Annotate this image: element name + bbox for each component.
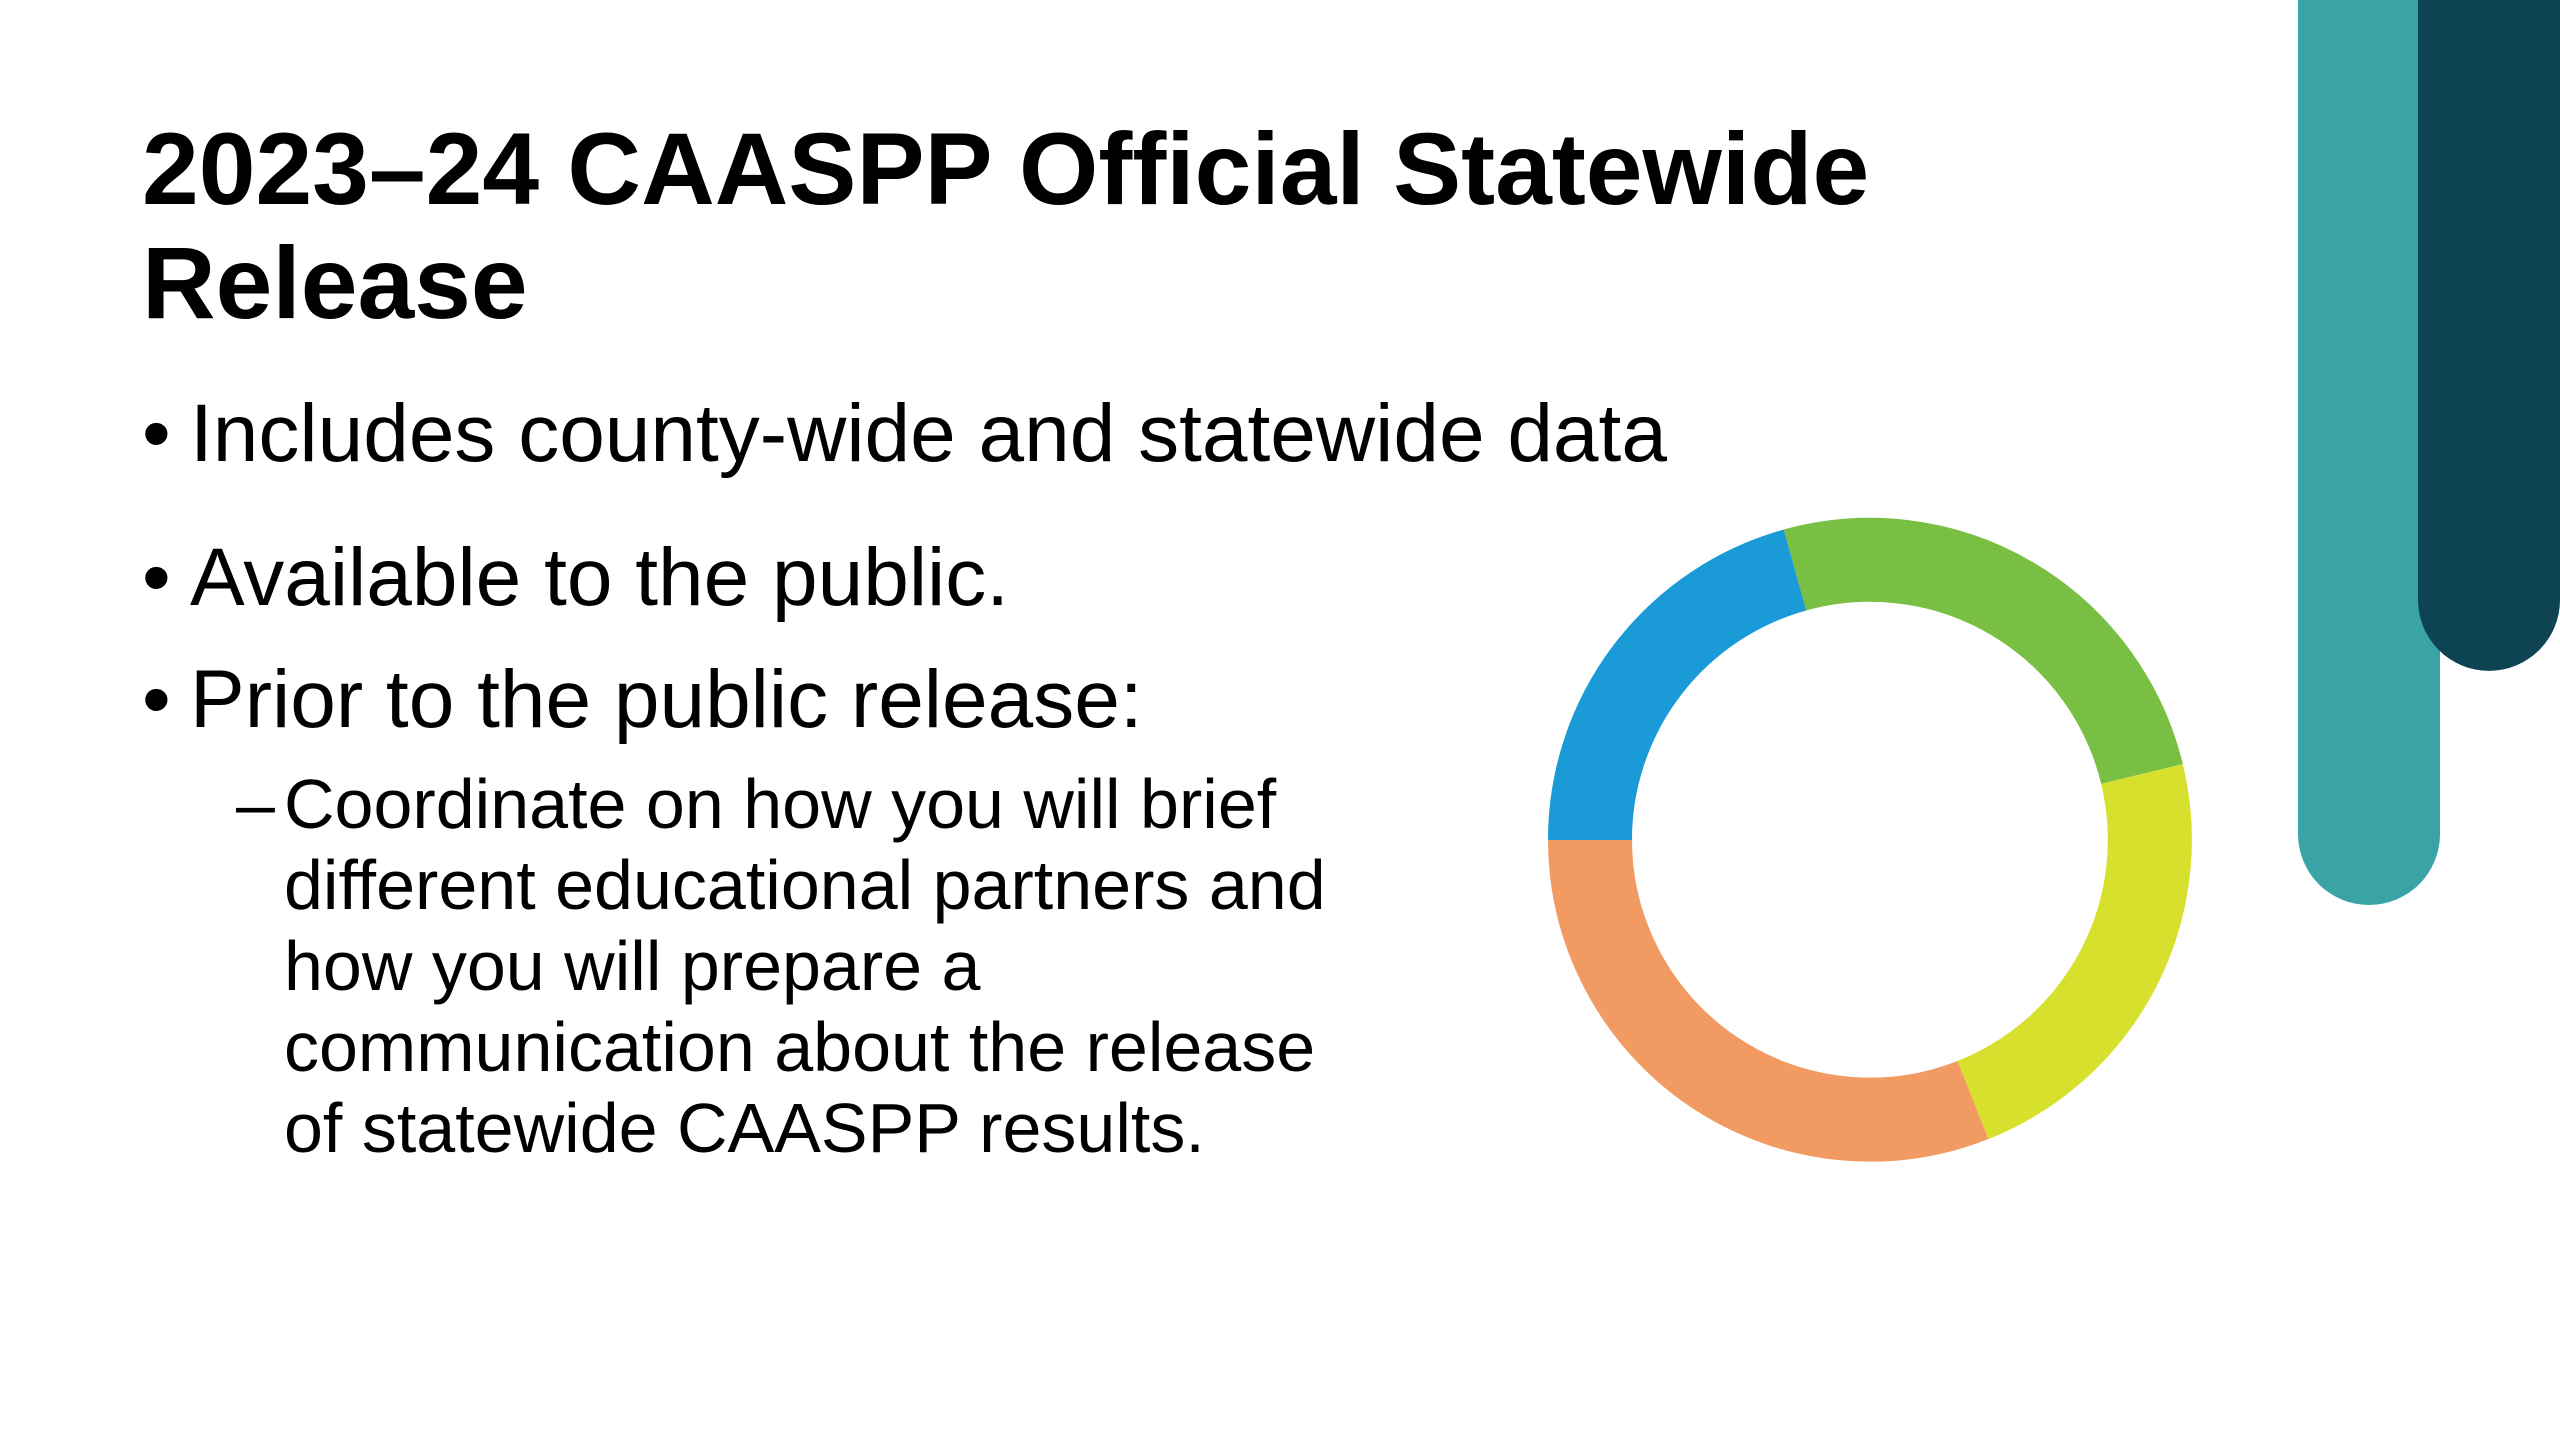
- sub-bullet-line: Coordinate on how you will brief: [284, 765, 1277, 843]
- donut-segment-blue: [1590, 570, 1795, 840]
- dark-accent-bar: [2418, 0, 2560, 671]
- sub-bullet-line: how you will prepare a: [284, 927, 981, 1005]
- bullet-item: [142, 386, 1667, 482]
- slide-title: [142, 112, 2142, 340]
- sub-bullet: [236, 764, 1436, 1169]
- sub-bullet-line: different educational partners and: [284, 846, 1326, 924]
- title-line-1: 2023–24 CAASPP Official Statewide: [142, 112, 1870, 226]
- sub-bullet-marker: –: [236, 765, 275, 843]
- donut-segment-orange: [1590, 840, 1973, 1120]
- sub-bullet-line: of statewide CAASPP results.: [284, 1089, 1205, 1167]
- bullet-marker: •: [142, 388, 171, 479]
- bullet-text: Available to the public.: [190, 532, 1010, 623]
- donut-segment-green: [1795, 560, 2142, 774]
- donut-graphic: [1540, 510, 2200, 1170]
- bullet-item: [142, 530, 1009, 626]
- teal-accent-bar: [2298, 0, 2440, 905]
- sub-bullet-line: communication about the release: [284, 1008, 1316, 1086]
- bullet-text: Includes county-wide and statewide data: [190, 388, 1667, 479]
- donut-segment-yellow: [1973, 774, 2150, 1100]
- title-line-2: Release: [142, 226, 528, 340]
- bullet-marker: •: [142, 654, 171, 745]
- bullet-marker: •: [142, 532, 171, 623]
- bullet-text: Prior to the public release:: [190, 654, 1143, 745]
- bullet-item: [142, 652, 1143, 748]
